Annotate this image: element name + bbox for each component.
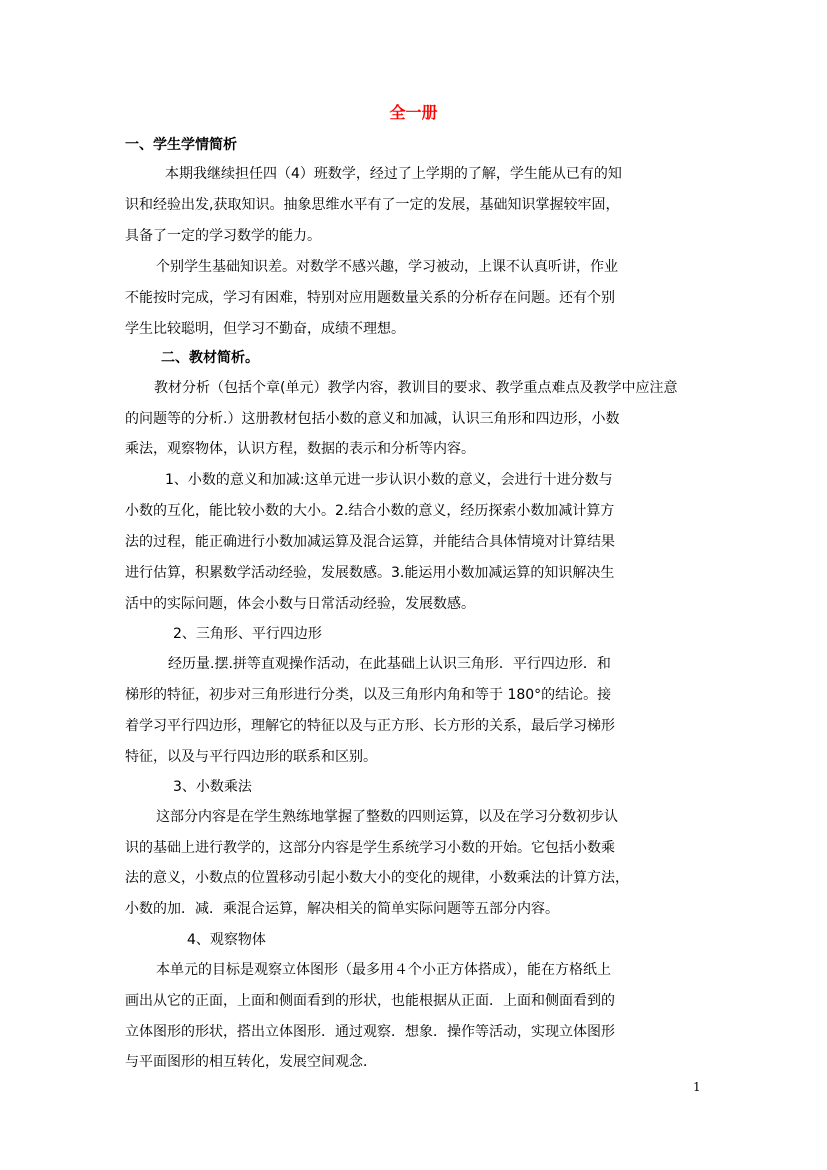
item2-line3: 着学习平行四边形，理解它的特征以及与正方形、长方形的关系，最后学习梯形 [125,718,615,734]
item1-line2: 小数的互化，能比较小数的大小。2.结合小数的意义，经历探索小数加减计算方 [125,503,615,519]
section2-p1-line1: 教材分析（包括个章(单元）教学内容，教训目的要求、教学重点难点及教学中应注意 [154,380,678,396]
item2-line4: 特征，以及与平行四边形的联系和区别。 [125,749,377,765]
page-number: 1 [693,1080,701,1094]
item4-line1: 本单元的目标是观察立体图形（最多用４个小正方体搭成），能在方格纸上 [156,962,611,978]
item3-line1: 这部分内容是在学生熟练地掌握了整数的四则运算，以及在学习分数初步认 [156,809,618,825]
section1-p1-line2: 识和经验出发,获取知识。抽象思维水平有了一定的发展，基础知识掌握较牢固， [125,197,620,213]
section2-p1-line2: 的问题等的分析.）这册教材包括小数的意义和加减，认识三角形和四边形，小数 [125,411,620,427]
section1-p1-line3: 具备了一定的学习数学的能力。 [125,228,321,244]
item1-line5: 活中的实际问题，体会小数与日常活动经验，发展数感。 [125,596,475,612]
item3-heading: 3、小数乘法 [173,779,252,795]
item2-heading: 2、三角形、平行四边形 [173,626,322,642]
item4-line2: 画出从它的正面，上面和侧面看到的形状，也能根据从正面．上面和侧面看到的 [125,993,615,1009]
item2-line1: 经历量.摆.拼等直观操作活动，在此基础上认识三角形．平行四边形．和 [168,656,611,672]
item4-heading: 4、观察物体 [187,932,266,948]
item3-line4: 小数的加．减．乘混合运算，解决相关的简单实际问题等五部分内容。 [125,901,559,917]
item4-line4: 与平面图形的相互转化，发展空间观念． [125,1054,377,1070]
document-title: 全一册 [389,103,438,122]
section1-p2-line2: 不能按时完成，学习有困难，特别对应用题数量关系的分析存在问题。还有个别 [125,290,615,306]
item2-line2: 梯形的特征，初步对三角形进行分类，以及三角形内角和等于 180°的结论。接 [125,687,612,703]
section2-p1-line3: 乘法，观察物体，认识方程，数据的表示和分析等内容。 [125,441,475,457]
item4-line3: 立体图形的形状，搭出立体图形．通过观察．想象．操作等活动，实现立体图形 [125,1024,615,1040]
section1-p2-line1: 个别学生基础知识差。对数学不感兴趣，学习被动，上课不认真听讲，作业 [156,259,618,275]
item1-line1: 1、小数的意义和加减:这单元进一步认识小数的意义，会进行十进分数与 [165,472,613,488]
item1-line3: 法的过程，能正确进行小数加减运算及混合运算，并能结合具体情境对计算结果 [125,534,615,550]
section2-heading: 二、教材简析。 [161,350,259,366]
item1-line4: 进行估算，积累数学活动经验，发展数感。3.能运用小数加减运算的知识解决生 [125,565,615,581]
section1-p1-line1: 本期我继续担任四（4）班数学，经过了上学期的了解，学生能从已有的知 [165,166,622,182]
item3-line2: 识的基础上进行教学的，这部分内容是学生系统学习小数的开始。它包括小数乘 [125,840,615,856]
item3-line3: 法的意义，小数点的位置移动引起小数大小的变化的规律，小数乘法的计算方法， [125,870,629,886]
section1-heading: 一、学生学情简析 [125,137,237,153]
section1-p2-line3: 学生比较聪明，但学习不勤奋，成绩不理想。 [125,321,405,337]
